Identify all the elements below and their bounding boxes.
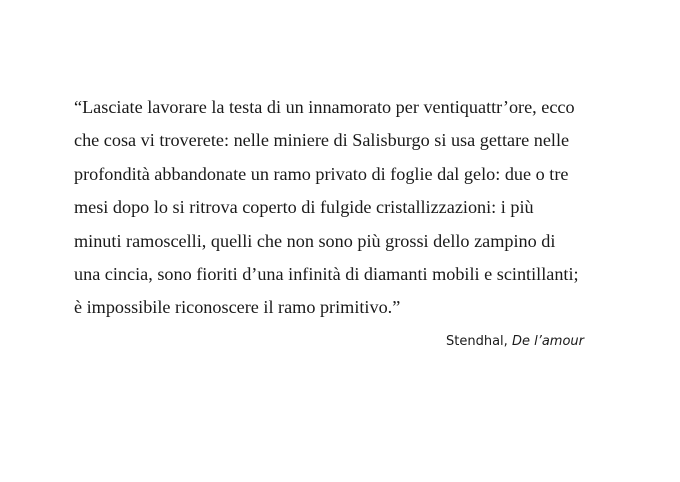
quote-block	[74, 91, 634, 325]
quote-line-5: minuti ramoscelli, quelli che non sono più grossi dello zampino di	[74, 230, 556, 251]
quote-line-6: una cincia, sono fioriti d’una infinità di diamanti mobili e scintillanti;	[74, 264, 579, 285]
quote-line-2: che cosa vi troverete: nelle miniere di Salisburgo si usa gettare nelle	[74, 130, 570, 151]
attribution-work-title: De l’amour	[511, 334, 584, 349]
quote-line-3: profondità abbandonate un ramo privato di foglie dal gelo: due o tre	[74, 163, 569, 184]
quote-line-7: è impossibile riconoscere il ramo primitivo.”	[74, 297, 401, 318]
attribution-author: Stendhal,	[446, 334, 508, 349]
quote-line-1: “Lasciate lavorare la testa di un innamorato per ventiquattr’ore, ecco	[74, 97, 575, 117]
quote-line-4: mesi dopo lo si ritrova coperto di fulgide cristallizzazioni: i più	[74, 197, 534, 218]
quote-attribution	[446, 333, 584, 351]
